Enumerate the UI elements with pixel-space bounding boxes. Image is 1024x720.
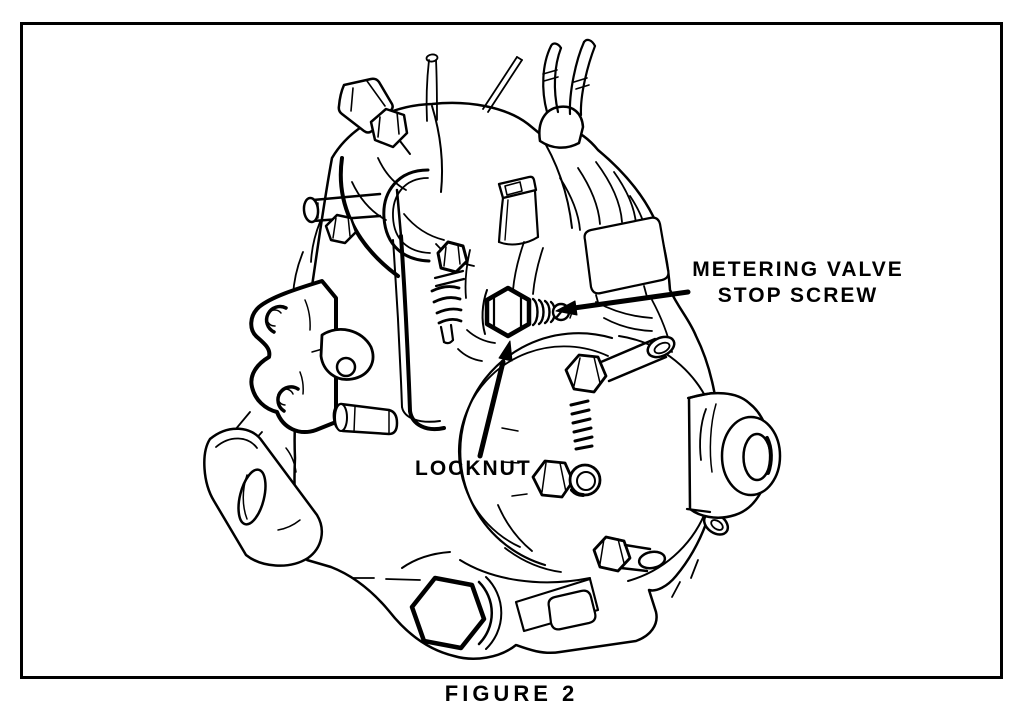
locknut-label: LOCKNUT (415, 457, 532, 480)
metering-valve-label-line1: METERING VALVE (692, 258, 904, 281)
drive-boss (687, 393, 780, 518)
metering-valve-label-line2: STOP SCREW (717, 284, 879, 307)
figure-caption: FIGURE 2 (444, 681, 579, 706)
metering-valve-stop-screw-label (688, 257, 908, 309)
